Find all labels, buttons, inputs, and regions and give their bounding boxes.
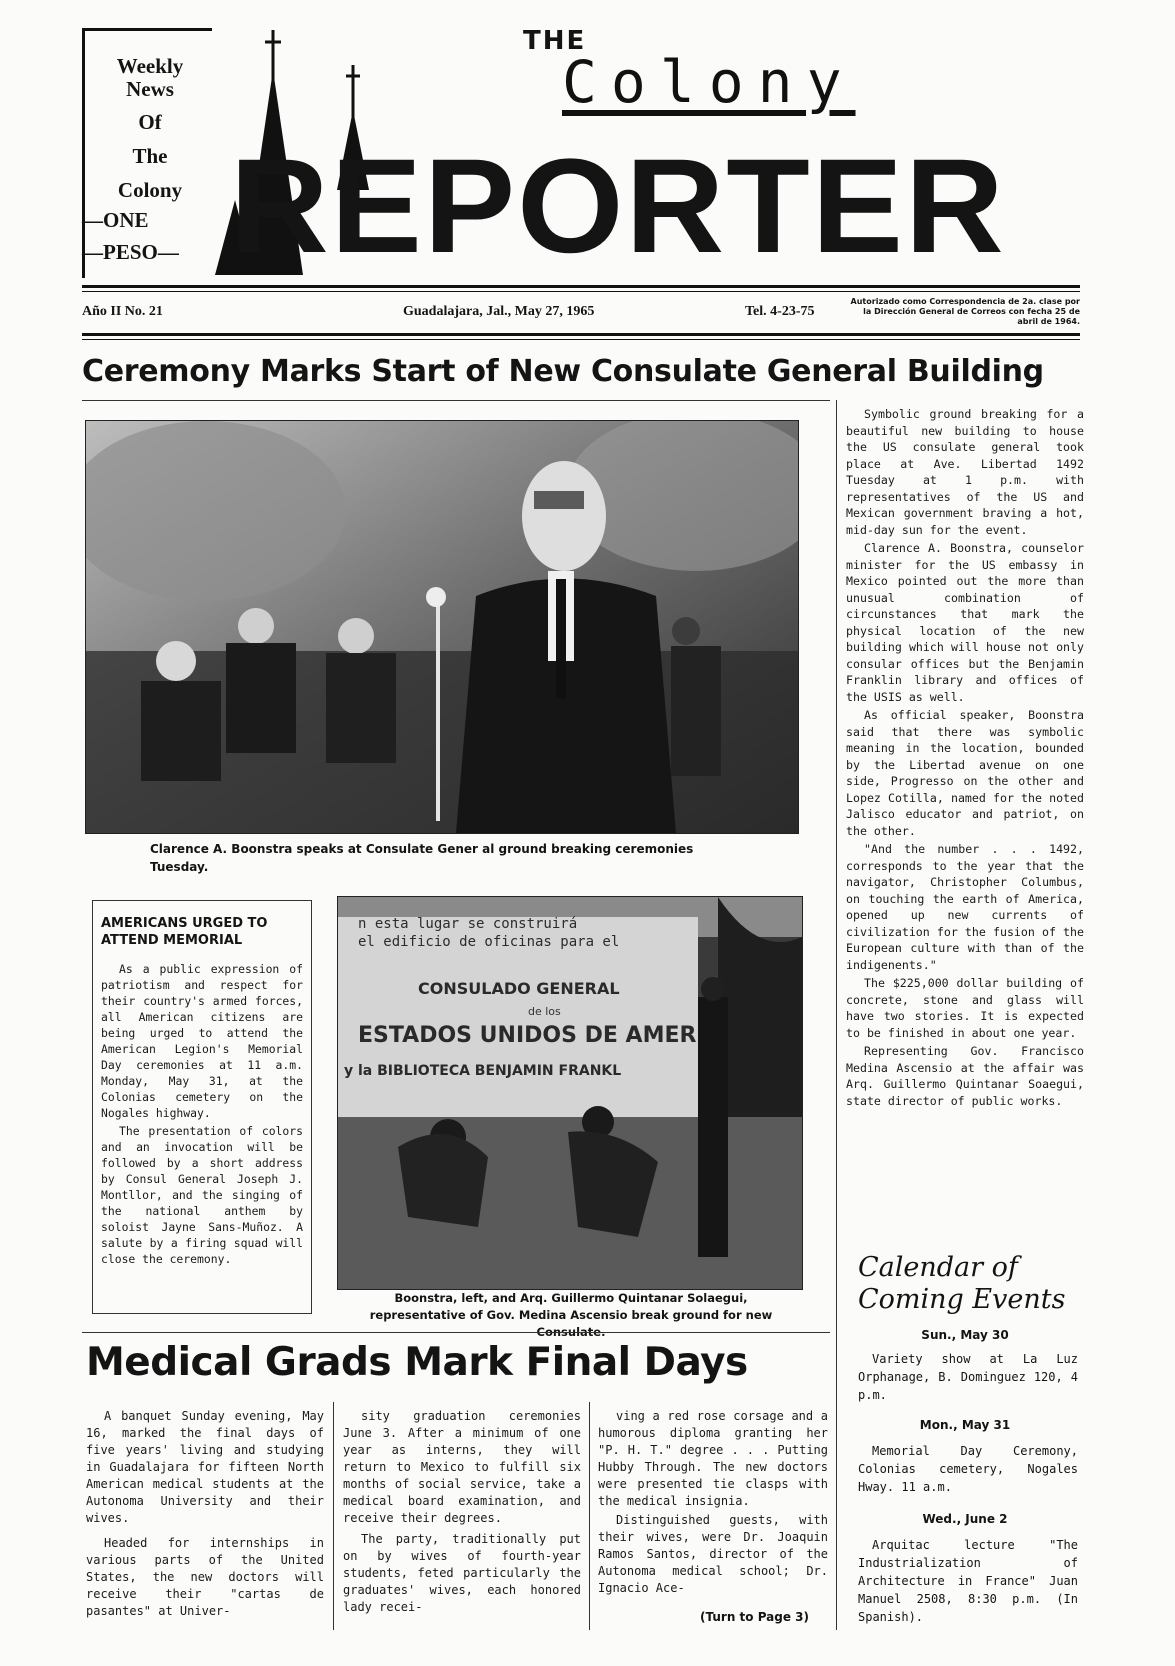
story2-column-1 (86, 1408, 324, 1622)
groundbreaking-photo-caption: Boonstra, left, and Arq. Guillermo Quintanar Solaegui, representative of Gov. Medina Ascensio break ground for new Consulate. (369, 1291, 773, 1339)
dateline: Guadalajara, Jal., May 27, 1965 (403, 304, 595, 319)
calendar-date: Wed., June 2 (922, 1512, 1008, 1526)
issue-number: Año II No. 21 (82, 304, 163, 319)
story2-paragraph: ving a red rose corsage and a humorous diploma granting her "P. H. T." degree . . . Putting Hubby Through. The new doctors were presented tie clasps with the medical insignia. (598, 1409, 828, 1508)
groundbreaking-photo-image (338, 897, 802, 1289)
price-line2: —PESO— (82, 240, 179, 264)
story1-paragraph: As official speaker, Boonstra said that there was symbolic meaning in the location, bounded by the Libertad avenue on one side, Progresso on the other and Lopez Cotilla, named for the noted Jalisco educator and patriot, on the other. (846, 708, 1084, 838)
left-box-line: The (132, 144, 168, 168)
left-box-line: News (126, 77, 174, 101)
telephone: Tel. 4-23-75 (745, 304, 815, 319)
left-box-line: Weekly (116, 54, 184, 78)
story1-headline: Ceremony Marks Start of New Consulate General Building (82, 354, 1044, 389)
price-line1: —ONE (82, 208, 149, 232)
memorial-paragraph: As a public expression of patriotism and respect for their country's armed forces, all American citizens are being urged to attend the American Legion's Memorial Day ceremonies at 11 a.m. Monday, May 31, at the Colonias cemetery on the Nogales highway. (101, 962, 303, 1120)
sign-estados-unidos: ESTADOS UNIDOS DE AMER (358, 1023, 697, 1048)
sign-small-text (358, 915, 778, 951)
story2-paragraph: A banquet Sunday evening, May 16, marked the final days of five years' living and studying in Guadalajara for fifteen North American medical students at the Autonoma University and their wives. (86, 1409, 324, 1525)
masthead-reporter: REPORTER (230, 132, 1006, 281)
story1-paragraph: Clarence A. Boonstra, counselor minister for the US embassy in Mexico pointed out the more than unusual combination of circunstances that mark the physical location of the new building which will house not only consular offices but the Benjamin Franklin library and offices of the USIS as well. (846, 541, 1084, 704)
story1-paragraph: Symbolic ground breaking for a beautiful new building to house the US consulate general took place at Ave. Libertad 1492 Tuesday at 1 p.m. with representatives of the US and Mexican government braving a hot, mid-day sun for the event. (846, 407, 1084, 537)
turn-to-page[interactable]: (Turn to Page 3) (700, 1610, 810, 1624)
story1-paragraph: The $225,000 dollar building of concrete, stone and glass will have two stories. It is expected to be finished in about one year. (846, 976, 1084, 1040)
calendar-event-text: Variety show at La Luz Orphanage, B. Dominguez 120, 4 p.m. (858, 1352, 1078, 1402)
story2-paragraph: sity graduation ceremonies June 3. After a minimum of one year as interns, they will return to Mexico to fulfill six months of social service, take a medical board examination, and receive their degrees. (343, 1409, 581, 1525)
story2-column-3 (598, 1408, 828, 1599)
postal-authorization: Autorizado como Correspondencia de 2a. clase por la Dirección General de Correos con fecha 25 de abril de 1964. (850, 297, 1080, 326)
calendar-event-text: Arquitac lecture "The Industrialization of Architecture in France" Juan Manuel 2508, 8:30 p.m. (In Spanish). (858, 1538, 1078, 1624)
masthead-rule-top-thin (82, 291, 1080, 292)
calendar-event-text: Memorial Day Ceremony, Colonias cemetery, Nogales Hway. 11 a.m. (858, 1444, 1078, 1494)
groundbreaking-photo (337, 896, 803, 1290)
calendar-date: Mon., May 31 (919, 1418, 1011, 1432)
masthead-left-box (82, 28, 215, 278)
story1-body (846, 406, 1084, 1111)
speaker-photo (85, 420, 799, 834)
left-box-line: Of (138, 110, 162, 134)
story2-divider-1 (333, 1402, 334, 1630)
sign-de-los: de los (528, 1005, 561, 1018)
speaker-photo-image (86, 421, 798, 833)
masthead-rule-top (82, 285, 1080, 288)
calendar-date: Sun., May 30 (921, 1328, 1009, 1342)
masthead-rule-bottom-thin (82, 339, 1080, 340)
sign-consulado: CONSULADO GENERAL (418, 979, 620, 998)
story1-rule (82, 400, 830, 401)
masthead-rule-bottom (82, 333, 1080, 336)
story2-rule (82, 1332, 830, 1333)
column-divider-right (836, 400, 837, 1630)
story2-column-2 (343, 1408, 581, 1618)
memorial-paragraph: The presentation of colors and an invocation will be followed by a short address by Consul General Joseph J. Montllor, and the singing of the national anthem by soloist Jayne Sans-Muñoz. A salute by a firing squad will close the ceremony. (101, 1124, 303, 1266)
sign-line: el edificio de oficinas para el (358, 934, 620, 950)
story2-headline: Medical Grads Mark Final Days (86, 1340, 748, 1385)
masthead-colony: Colony (562, 48, 856, 116)
sign-biblioteca: y la BIBLIOTECA BENJAMIN FRANKL (344, 1063, 622, 1079)
story2-paragraph: The party, traditionally put on by wives of fourth-year students, feted particularly the graduates' wives, each honored lady recei- (343, 1532, 581, 1614)
memorial-box (92, 900, 312, 1314)
masthead-the: THE (523, 26, 587, 56)
story2-divider-2 (589, 1402, 590, 1630)
memorial-headline: AMERICANS URGED TO ATTEND MEMORIAL (101, 916, 268, 948)
sign-line: n esta lugar se construirá (358, 916, 578, 932)
story2-paragraph: Distinguished guests, with their wives, were Dr. Joaquin Ramos Santos, director of the Autonoma medical school; Dr. Ignacio Ace- (598, 1513, 828, 1595)
story1-paragraph: Representing Gov. Francisco Medina Ascensio at the affair was Arq. Guillermo Quintanar Soaegui, state director of public works. (846, 1044, 1084, 1108)
memorial-body (101, 961, 303, 1269)
story2-paragraph: Headed for internships in various parts of the United States, the new doctors will receive their "cartas de pasantes" at Univer- (86, 1536, 324, 1618)
left-box-line: Colony (117, 178, 183, 202)
story1-paragraph: "And the number . . . 1492, corresponds to the year that the navigator, Christopher Columbus, on touching the earth of America, opened up new currents of civilization for the fusion of the European culture with than of the indigenents." (846, 842, 1084, 972)
calendar-title: Calendar of Coming Events (858, 1252, 1066, 1315)
speaker-photo-caption: Clarence A. Boonstra speaks at Consulate Gener al ground breaking ceremonies Tuesday. (150, 842, 694, 874)
